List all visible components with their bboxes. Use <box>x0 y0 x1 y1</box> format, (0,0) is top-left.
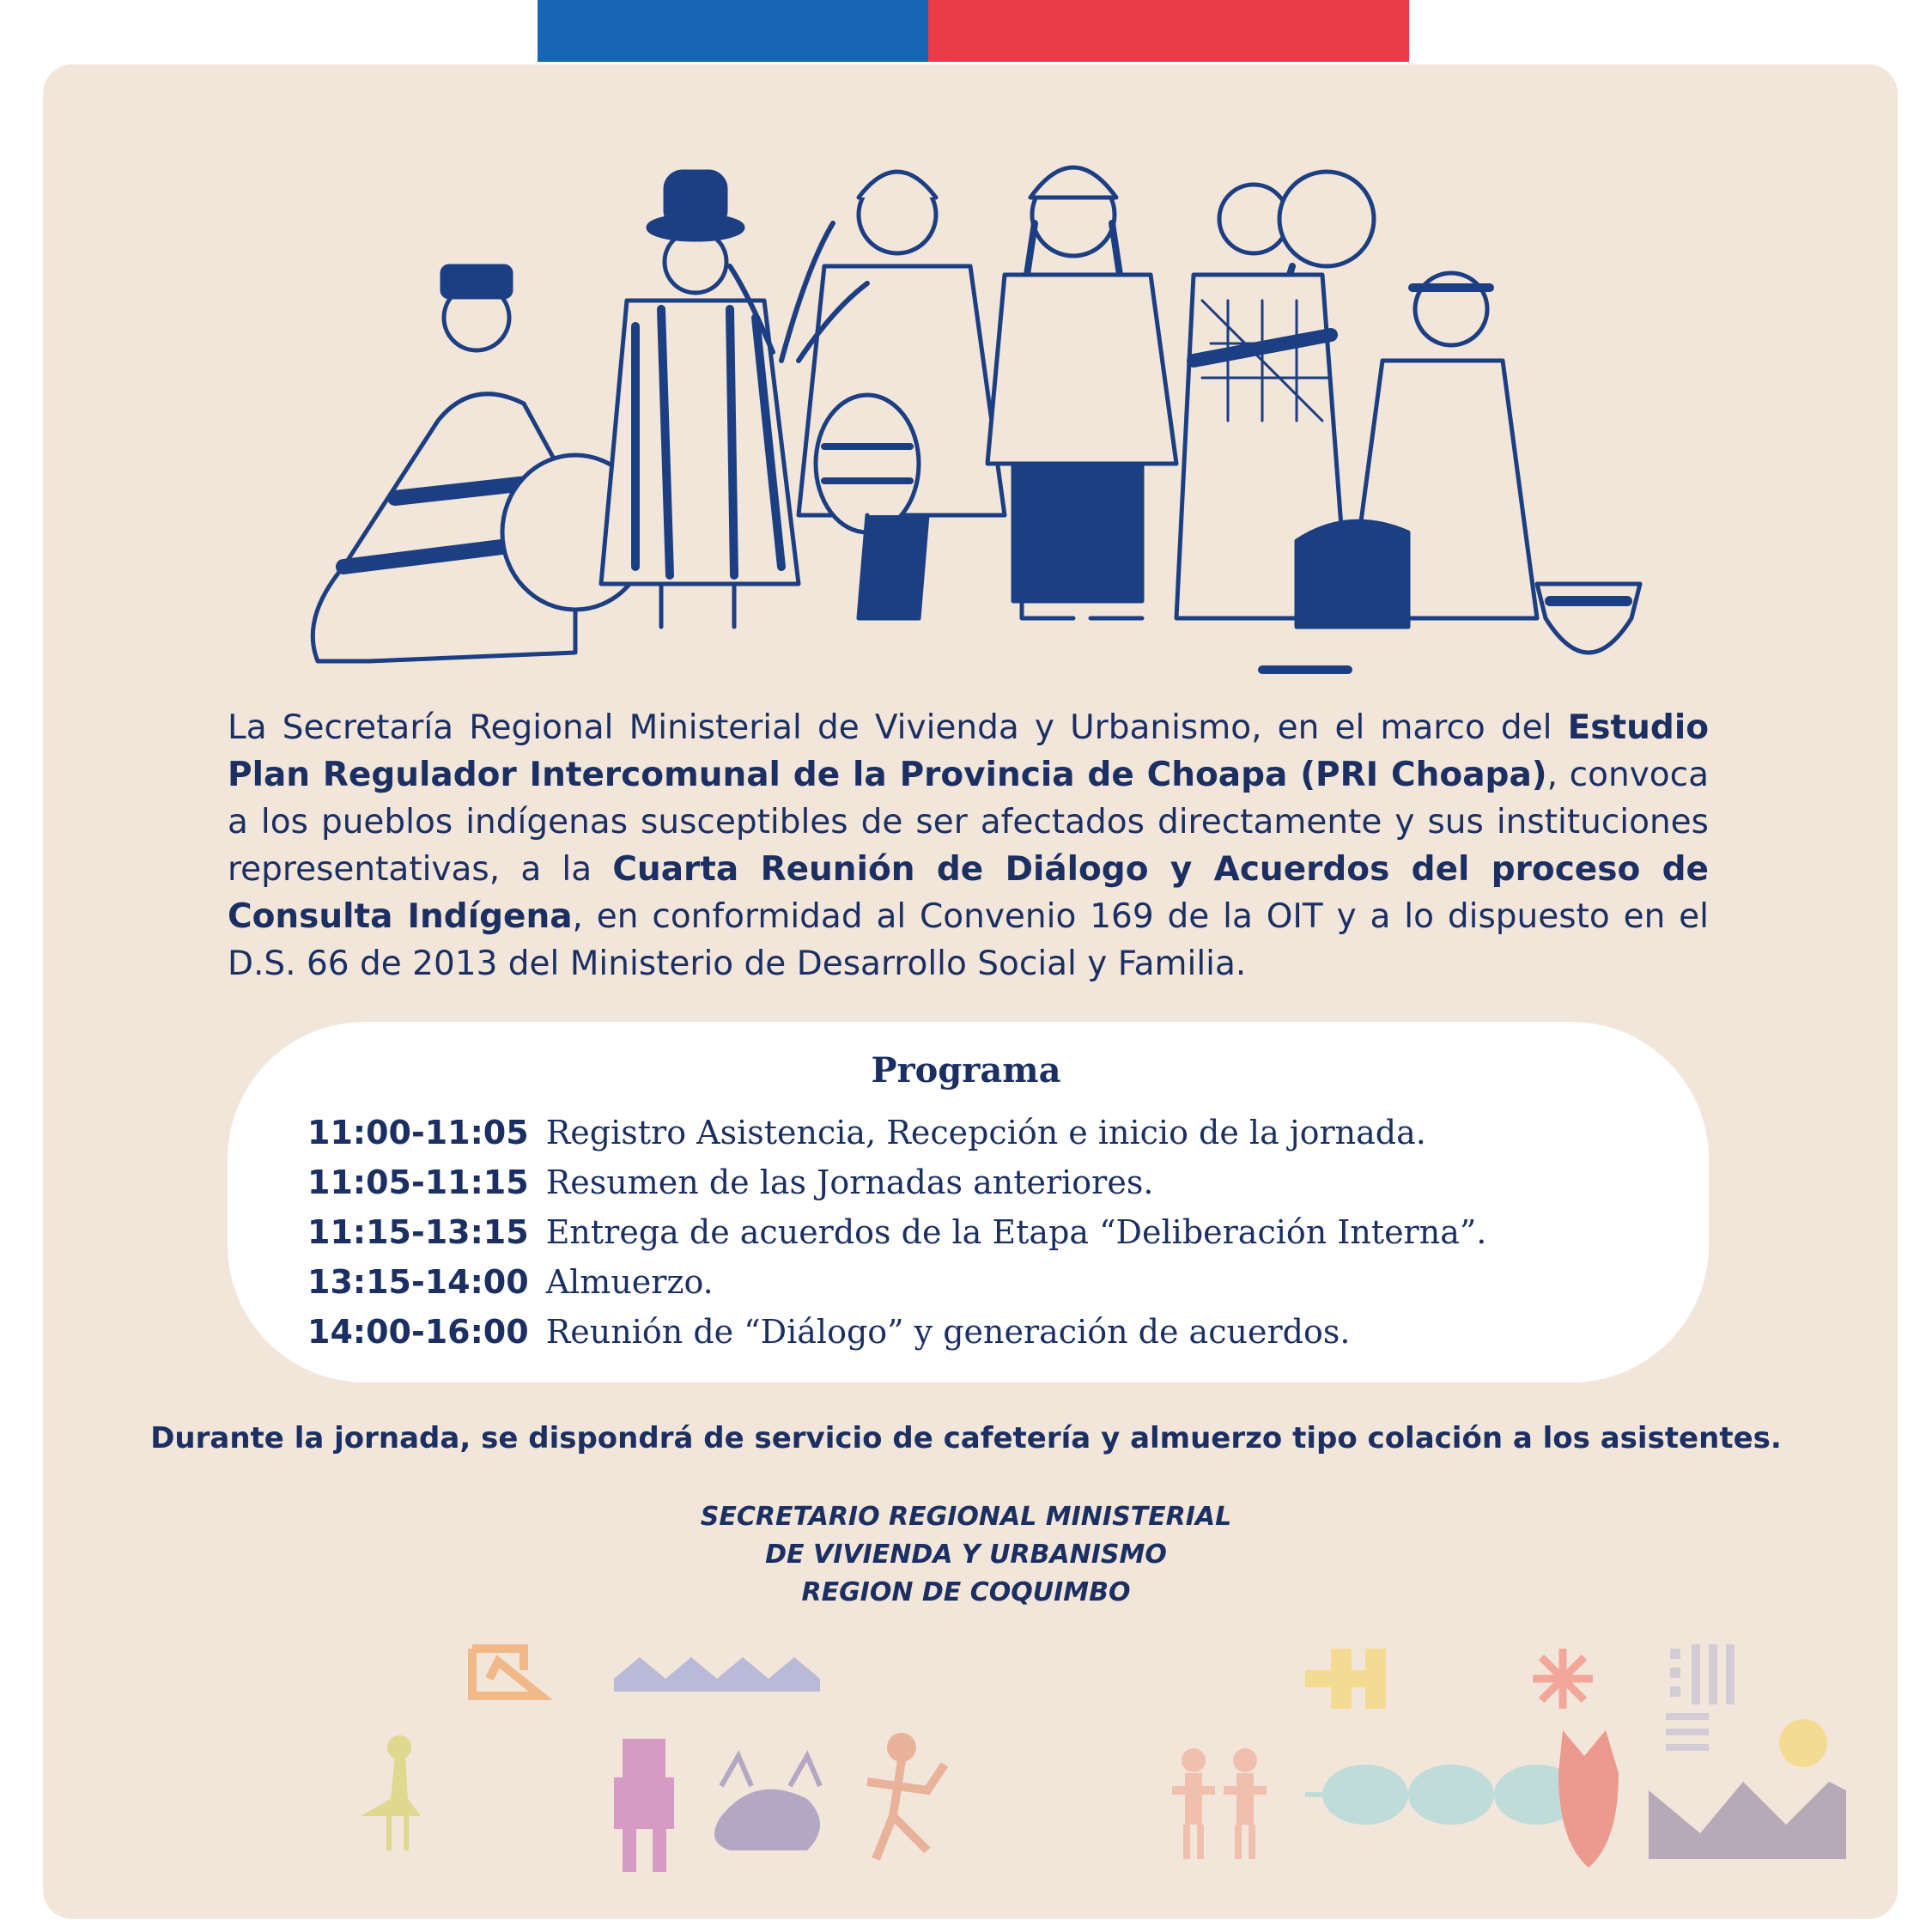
program-item-time: 13:15-14:00 <box>307 1263 529 1301</box>
indigenous-people-illustration-icon <box>266 137 1657 687</box>
intro-bold-meeting: Cuarta Reunión de Diálogo y Acuerdos del proceso de Consulta Indígena <box>228 850 1709 936</box>
program-item-time: 14:00-16:00 <box>307 1313 529 1351</box>
stepped-fret-icon <box>472 1649 541 1696</box>
program-item-text: Reunión de “Diálogo” y generación de acuerdos. <box>545 1313 1351 1351</box>
decorative-motifs <box>326 1636 1872 1911</box>
program-item-text: Almuerzo. <box>545 1263 714 1301</box>
program-item-time: 11:15-13:15 <box>307 1213 529 1251</box>
flower-icon <box>1558 1730 1619 1868</box>
star-pattern-icon <box>1533 1649 1593 1709</box>
dancer-figure-icon <box>867 1737 945 1859</box>
program-item-time: 11:00-11:05 <box>307 1114 529 1151</box>
intro-bold-study: Estudio Plan Regulador Intercomunal de la Provincia de Choapa (PRI Choapa) <box>228 708 1709 794</box>
intro-text-1: La Secretaría Regional Ministerial de Vivienda y Urbanismo, en el marco del <box>228 708 1552 747</box>
leaf-chain-icon <box>1305 1765 1589 1825</box>
dots-pattern-icon <box>1670 1644 1735 1704</box>
signature-line-2: DE VIVIENDA Y URBANISMO <box>765 1540 1167 1570</box>
program-item <box>307 1108 1716 1157</box>
program-item <box>307 1157 1716 1207</box>
program-list <box>307 1108 1716 1357</box>
program-title: Programa <box>871 1050 1061 1091</box>
mountain-sun-icon <box>1649 1713 1846 1859</box>
intro-text-3: , en conformidad al Convenio 169 de la OIT y a lo dispuesto en el D.S. 66 de 2013 del Ministerio de Desarrollo Social y Familia. <box>228 897 1709 983</box>
program-item-text: Registro Asistencia, Recepción e inicio de la jornada. <box>545 1114 1426 1151</box>
signature-line-1: SECRETARIO REGIONAL MINISTERIAL <box>700 1502 1232 1532</box>
signature-line-3: REGION DE COQUIMBO <box>801 1577 1131 1607</box>
flag-blue-stripe <box>538 0 928 62</box>
program-item <box>307 1207 1716 1257</box>
intro-text-2: , convoca a los pueblos indígenas susceptibles de ser afectados directamente y sus instituciones representativas, a la <box>228 756 1709 889</box>
cross-pattern-icon <box>1305 1649 1386 1709</box>
service-notice: Durante la jornada, se dispondrá de servicio de cafetería y almuerzo tipo colación a los asistentes. <box>150 1421 1782 1455</box>
program-item-text: Resumen de las Jornadas anteriores. <box>545 1163 1154 1201</box>
totem-figure-icon <box>614 1739 674 1872</box>
program-item-text: Entrega de acuerdos de la Etapa “Deliberación Interna”. <box>545 1213 1487 1251</box>
llama-icon <box>714 1756 820 1850</box>
flag-red-stripe <box>928 0 1409 62</box>
intro-paragraph <box>228 704 1709 987</box>
signature-block <box>0 1498 1932 1612</box>
bird-icon <box>361 1735 421 1850</box>
program-item <box>307 1307 1716 1357</box>
program-item-time: 11:05-11:15 <box>307 1163 529 1201</box>
program-item <box>307 1257 1716 1307</box>
zigzag-wave-icon <box>614 1657 820 1692</box>
two-figures-icon <box>1172 1748 1267 1859</box>
